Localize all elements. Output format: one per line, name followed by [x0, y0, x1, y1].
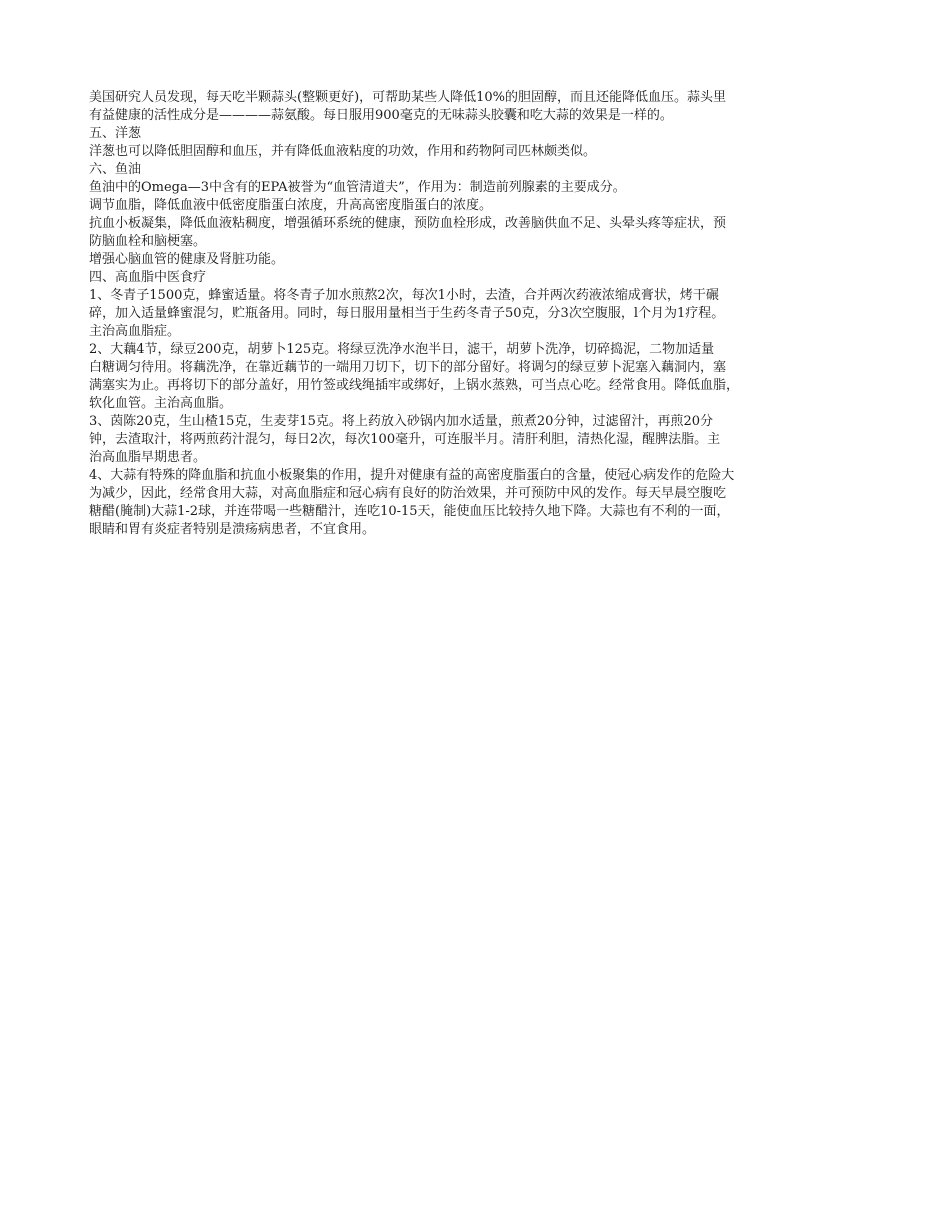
text-line-17: 满塞实为止。再将切下的部分盖好，用竹签或线绳插牢或绑好，上锅水蒸熟，可当点心吃。经常食用。降低血脂， — [89, 378, 740, 393]
text-line-20: 钟，去渣取汁，将两煎药汁混匀，每日2次，每次100毫升，可连服半月。清肝利胆，清热化湿，醒脾法脂。主 — [89, 432, 721, 447]
text-line-14: 主治高血脂症。 — [89, 324, 181, 339]
text-line-18: 软化血管。主治高血脂。 — [89, 396, 233, 411]
text-line-1: 美国研究人员发现，每天吃半颗蒜头(整颗更好)，可帮助某些人降低10%的胆固醇，而且还能降低血压。蒜头里 — [89, 90, 727, 105]
text-line-6: 鱼油中的Omega—3中含有的EPA被誉为“血管清道夫”，作用为：制造前列腺素的主要成分。 — [89, 180, 626, 195]
text-line-7: 调节血脂，降低血液中低密度脂蛋白浓度，升高高密度脂蛋白的浓度。 — [89, 198, 493, 213]
text-line-24: 糖醋(腌制)大蒜1-2球，并连带喝一些糖醋汁，连吃10-15天，能使血压比较持久地下降。大蒜也有不利的一面， — [89, 504, 730, 519]
text-line-25: 眼睛和胃有炎症者特别是溃疡病患者，不宜食用。 — [89, 522, 376, 537]
text-line-9: 防脑血栓和脑梗塞。 — [89, 234, 207, 249]
section-heading-fish-oil: 六、鱼油 — [89, 162, 142, 177]
document-body — [89, 89, 879, 539]
text-line-19: 3、茵陈20克，生山楂15克，生麦芽15克。将上药放入砂锅内加水适量，煎煮20分钟，过滤留汁，再煎20分 — [89, 414, 713, 429]
section-heading-onion: 五、洋葱 — [89, 126, 142, 141]
text-line-22: 4、大蒜有特殊的降血脂和抗血小板聚集的作用，提升对健康有益的高密度脂蛋白的含量，使冠心病发作的危险大 — [89, 468, 735, 483]
text-line-12: 1、冬青子1500克，蜂蜜适量。将冬青子加水煎熬2次，每次1小时，去渣，合并两次药液浓缩成膏状，烤干碾 — [89, 288, 719, 303]
text-line-21: 治高血脂早期患者。 — [89, 450, 207, 465]
text-line-10: 增强心脑血管的健康及肾脏功能。 — [89, 252, 285, 267]
text-line-2: 有益健康的活性成分是————蒜氨酸。每日服用900毫克的无味蒜头胶囊和吃大蒜的效果是一样的。 — [89, 108, 673, 123]
text-line-4: 洋葱也可以降低胆固醇和血压，并有降低血液粘度的功效，作用和药物阿司匹林颇类似。 — [89, 144, 597, 159]
text-line-23: 为减少，因此，经常食用大蒜，对高血脂症和冠心病有良好的防治效果，并可预防中风的发作。每天早晨空腹吃 — [89, 486, 727, 501]
text-line-13: 碎，加入适量蜂蜜混匀，贮瓶备用。同时，每日服用量相当于生药冬青子50克，分3次空腹服，l个月为1疗程。 — [89, 306, 725, 321]
section-heading-tcm-diet: 四、高血脂中医食疗 — [89, 270, 207, 285]
text-line-16: 白糖调匀待用。将藕洗净，在靠近藕节的一端用刀切下，切下的部分留好。将调匀的绿豆萝卜泥塞入藕洞内，塞 — [89, 360, 727, 375]
text-line-8: 抗血小板凝集，降低血液粘稠度，增强循环系统的健康，预防血栓形成，改善脑供血不足、头晕头疼等症状，预 — [89, 216, 727, 231]
text-line-15: 2、大藕4节，绿豆200克，胡萝卜125克。将绿豆洗净水泡半日，滤干，胡萝卜洗净，切碎捣泥，二物加适量 — [89, 342, 715, 357]
